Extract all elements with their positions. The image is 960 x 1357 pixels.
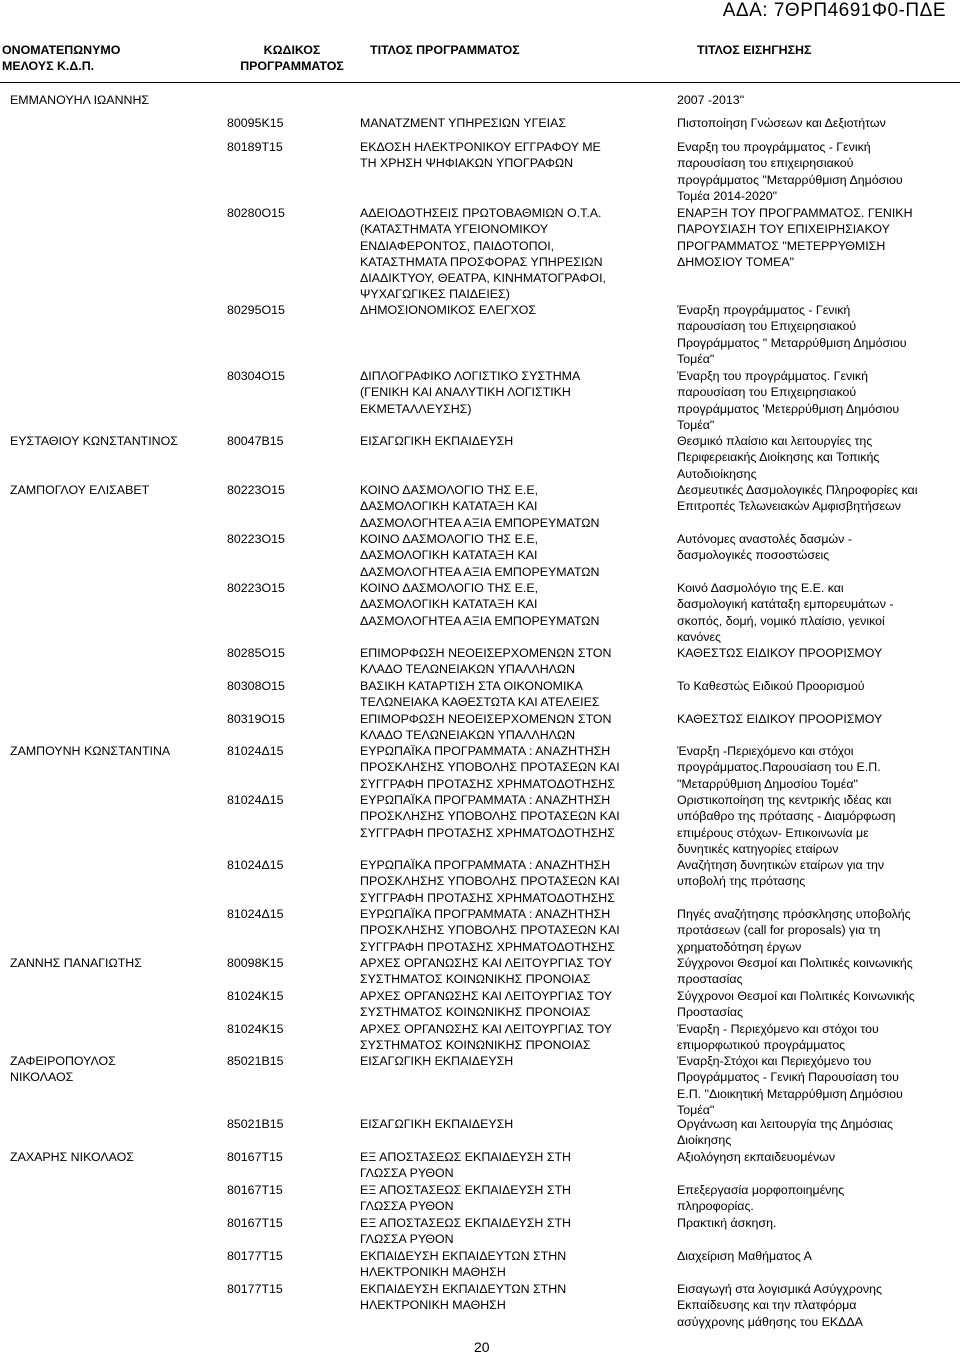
header-rule [0, 82, 960, 83]
program-title-cell: ΕΚΔΟΣΗ ΗΛΕΚΤΡΟΝΙΚΟΥ ΕΓΓΡΑΦΟΥ ΜΕ ΤΗ ΧΡΗΣΗ ΨΗΦΙΑΚΩΝ ΥΠΟΓΡΑΦΩΝ [360, 140, 601, 171]
program-title-cell: ΕΥΡΩΠΑΪΚΑ ΠΡΟΓΡΑΜΜΑΤΑ : ΑΝΑΖΗΤΗΣΗ ΠΡΟΣΚΛΗΣΗΣ ΥΠΟΒΟΛΗΣ ΠΡΟΤΑΣΕΩΝ ΚΑΙ ΣΥΓΓΡΑΦΗ ΠΡΟΤΑΣΗΣ ΧΡΗΜΑΤΟΔΟΤΗΣΗΣ [360, 793, 620, 840]
lecture-title-cell: Κοινό Δασμολόγιο της Ε.Ε. και δασμολογική κατάταξη εμπορευμάτων - σκοπός, δομή, νομικό πλαίσιο, γενικοί κανόνες [677, 581, 894, 644]
program-title-cell: ΜΑΝΑΤΖΜΕΝΤ ΥΠΗΡΕΣΙΩΝ ΥΓΕΙΑΣ [360, 116, 567, 130]
program-code-cell: 85021Β15 [227, 1054, 284, 1068]
program-code-cell: 81024Κ15 [227, 1022, 284, 1036]
lecture-title-cell: Το Καθεστώς Ειδικού Προορισμού [677, 679, 865, 693]
lecture-title-cell: Οριστικοποίηση της κεντρικής ιδέας και υπόβαθρο της πρότασης - Διαμόρφωση επιμέρους στόχων- Επικοινωνία με δυνητικές κατηγορίες εταίρων [677, 793, 896, 856]
program-title-cell: ΕΠΙΜΟΡΦΩΣΗ ΝΕΟΕΙΣΕΡΧΟΜΕΝΩΝ ΣΤΟΝ ΚΛΑΔΟ ΤΕΛΩΝΕΙΑΚΩΝ ΥΠΑΛΛΗΛΩΝ [360, 646, 612, 677]
member-name-cell: ΕΥΣΤΑΘΙΟΥ ΚΩΝΣΤΑΝΤΙΝΟΣ [10, 434, 178, 448]
program-code-cell: 80095Κ15 [227, 116, 284, 130]
program-title-cell: ΕΠΙΜΟΡΦΩΣΗ ΝΕΟΕΙΣΕΡΧΟΜΕΝΩΝ ΣΤΟΝ ΚΛΑΔΟ ΤΕΛΩΝΕΙΑΚΩΝ ΥΠΑΛΛΗΛΩΝ [360, 712, 612, 743]
program-title-cell: ΕΙΣΑΓΩΓΙΚΗ ΕΚΠΑΙΔΕΥΣΗ [360, 1054, 514, 1068]
program-code-cell: 80295Ο15 [227, 303, 285, 317]
member-name-cell: ΖΑΜΠΟΥΝΗ ΚΩΝΣΤΑΝΤΙΝΑ [10, 744, 171, 758]
lecture-title-cell: Σύγχρονοι Θεσμοί και Πολιτικές Κοινωνικής Προστασίας [677, 989, 915, 1020]
program-title-cell: ΕΥΡΩΠΑΪΚΑ ΠΡΟΓΡΑΜΜΑΤΑ : ΑΝΑΖΗΤΗΣΗ ΠΡΟΣΚΛΗΣΗΣ ΥΠΟΒΟΛΗΣ ΠΡΟΤΑΣΕΩΝ ΚΑΙ ΣΥΓΓΡΑΦΗ ΠΡΟΤΑΣΗΣ ΧΡΗΜΑΤΟΔΟΤΗΣΗΣ [360, 744, 620, 791]
header-title: ΤΙΤΛΟΣ ΠΡΟΓΡΑΜΜΑΤΟΣ [370, 43, 520, 57]
program-code-cell: 81024Δ15 [227, 793, 284, 807]
program-title-cell: ΕΙΣΑΓΩΓΙΚΗ ΕΚΠΑΙΔΕΥΣΗ [360, 434, 514, 448]
program-title-cell: ΚΟΙΝΟ ΔΑΣΜΟΛΟΓΙΟ ΤΗΣ Ε.Ε, ΔΑΣΜΟΛΟΓΙΚΗ ΚΑΤΑΤΑΞΗ ΚΑΙ ΔΑΣΜΟΛΟΓΗΤΕΑ ΑΞΙΑ ΕΜΠΟΡΕΥΜΑΤΩΝ [360, 581, 600, 628]
lecture-title-cell: Σύγχρονοι Θεσμοί και Πολιτικές κοινωνικής προστασίας [677, 956, 913, 987]
program-code-cell: 81024Κ15 [227, 989, 284, 1003]
lecture-title-cell: Έναρξη προγράμματος - Γενική παρουσίαση του Επιχειρησιακού Προγράμματος " Μεταρρύθμιση Δημόσιου Τομέα" [677, 303, 907, 366]
lecture-title-cell: 2007 -2013" [677, 93, 745, 107]
program-title-cell: ΕΙΣΑΓΩΓΙΚΗ ΕΚΠΑΙΔΕΥΣΗ [360, 1117, 514, 1131]
program-title-cell: ΒΑΣΙΚΗ ΚΑΤΑΡΤΙΣΗ ΣΤΑ ΟΙΚΟΝΟΜΙΚΑ ΤΕΛΩΝΕΙΑΚΑ ΚΑΘΕΣΤΩΤΑ ΚΑΙ ΑΤΕΛΕΙΕΣ [360, 679, 600, 710]
program-code-cell: 80098Κ15 [227, 956, 284, 970]
lecture-title-cell: Έναρξη -Περιεχόμενο και στόχοι προγράμματος.Παρουσίαση του Ε.Π. "Μεταρρύθμιση Δημοσίου Τομέα" [677, 744, 881, 791]
header-lecture: ΤΙΤΛΟΣ ΕΙΣΗΓΗΣΗΣ [697, 43, 812, 57]
lecture-title-cell: Έναρξη - Περιεχόμενο και στόχοι του επιμορφωτικού προγράμματος [677, 1022, 879, 1053]
program-title-cell: ΑΔΕΙΟΔΟΤΗΣΕΙΣ ΠΡΩΤΟΒΑΘΜΙΩΝ Ο.Τ.Α. (ΚΑΤΑΣΤΗΜΑΤΑ ΥΓΕΙΟΝΟΜΙΚΟΥ ΕΝΔΙΑΦΕΡΟΝΤΟΣ, ΠΑΙΔΟΤΟΠΟΙ, ΚΑΤΑΣΤΗΜΑΤΑ ΠΡΟΣΦΟΡΑΣ ΥΠΗΡΕΣΙΩΝ ΔΙΑΔΙΚΤΥΟΥ, ΘΕΑΤΡΑ, ΚΙΝΗΜΑΤΟΓΡΑΦΟΙ, ΨΥΧΑΓΩΓΙΚΕΣ ΠΑΙΔΕΙΕΣ) [360, 206, 606, 302]
program-title-cell: ΚΟΙΝΟ ΔΑΣΜΟΛΟΓΙΟ ΤΗΣ Ε.Ε, ΔΑΣΜΟΛΟΓΙΚΗ ΚΑΤΑΤΑΞΗ ΚΑΙ ΔΑΣΜΟΛΟΓΗΤΕΑ ΑΞΙΑ ΕΜΠΟΡΕΥΜΑΤΩΝ [360, 532, 600, 579]
program-code-cell: 80223Ο15 [227, 581, 285, 595]
program-code-cell: 80280Ο15 [227, 206, 285, 220]
lecture-title-cell: ΚΑΘΕΣΤΩΣ ΕΙΔΙΚΟΥ ΠΡΟΟΡΙΣΜΟΥ [677, 712, 883, 726]
program-code-cell: 81024Δ15 [227, 744, 284, 758]
program-code-cell: 80167Τ15 [227, 1216, 283, 1230]
lecture-title-cell: Εναρξη του προγράμματος - Γενική παρουσίαση του επιχειρησιακού προγράμματος "Μεταρρύθμιση Δημόσιου Τομέα 2014-2020" [677, 140, 903, 203]
program-code-cell: 80308Ο15 [227, 679, 285, 693]
lecture-title-cell: Έναρξη-Στόχοι και Περιεχόμενο του Προγράμματος - Γενική Παρουσίαση του Ε.Π. "Διοικητική Μεταρρύθμιση Δημόσιου Τομέα" [677, 1054, 903, 1117]
lecture-title-cell: Εισαγωγή στα λογισμικά Ασύγχρονης Εκπαίδευσης και την πλατφόρμα ασύγχρονης μάθησης του ΕΚΔΔΑ [677, 1282, 882, 1329]
member-name-cell: ΖΑΦΕΙΡΟΠΟΥΛΟΣ ΝΙΚΟΛΑΟΣ [10, 1054, 116, 1085]
program-title-cell: ΕΥΡΩΠΑΪΚΑ ΠΡΟΓΡΑΜΜΑΤΑ : ΑΝΑΖΗΤΗΣΗ ΠΡΟΣΚΛΗΣΗΣ ΥΠΟΒΟΛΗΣ ΠΡΟΤΑΣΕΩΝ ΚΑΙ ΣΥΓΓΡΑΦΗ ΠΡΟΤΑΣΗΣ ΧΡΗΜΑΤΟΔΟΤΗΣΗΣ [360, 858, 620, 905]
program-code-cell: 80167Τ15 [227, 1150, 283, 1164]
program-code-cell: 80223Ο15 [227, 483, 285, 497]
lecture-title-cell: Πιστοποίηση Γνώσεων και Δεξιοτήτων [677, 116, 886, 130]
lecture-title-cell: ΚΑΘΕΣΤΩΣ ΕΙΔΙΚΟΥ ΠΡΟΟΡΙΣΜΟΥ [677, 646, 883, 660]
program-code-cell: 80319Ο15 [227, 712, 285, 726]
program-title-cell: ΕΞ ΑΠΟΣΤΑΣΕΩΣ ΕΚΠΑΙΔΕΥΣΗ ΣΤΗ ΓΛΩΣΣΑ ΡΥΘΟΝ [360, 1150, 572, 1181]
lecture-title-cell: Αξιολόγηση εκπαιδευομένων [677, 1150, 836, 1164]
member-name-cell: ΖΑΜΠΟΓΛΟΥ ΕΛΙΣΑΒΕΤ [10, 483, 150, 497]
program-title-cell: ΑΡΧΕΣ ΟΡΓΑΝΩΣΗΣ ΚΑΙ ΛΕΙΤΟΥΡΓΙΑΣ ΤΟΥ ΣΥΣΤΗΜΑΤΟΣ ΚΟΙΝΩΝΙΚΗΣ ΠΡΟΝΟΙΑΣ [360, 956, 613, 987]
program-title-cell: ΚΟΙΝΟ ΔΑΣΜΟΛΟΓΙΟ ΤΗΣ Ε.Ε, ΔΑΣΜΟΛΟΓΙΚΗ ΚΑΤΑΤΑΞΗ ΚΑΙ ΔΑΣΜΟΛΟΓΗΤΕΑ ΑΞΙΑ ΕΜΠΟΡΕΥΜΑΤΩΝ [360, 483, 600, 530]
lecture-title-cell: Επεξεργασία μορφοποιημένης πληροφορίας. [677, 1183, 845, 1214]
program-title-cell: ΕΞ ΑΠΟΣΤΑΣΕΩΣ ΕΚΠΑΙΔΕΥΣΗ ΣΤΗ ΓΛΩΣΣΑ ΡΥΘΟΝ [360, 1216, 572, 1247]
lecture-title-cell: ΕΝΑΡΞΗ ΤΟΥ ΠΡΟΓΡΑΜΜΑΤΟΣ. ΓΕΝΙΚΗ ΠΑΡΟΥΣΙΑΣΗ ΤΟΥ ΕΠΙΧΕΙΡΗΣΙΑΚΟΥ ΠΡΟΓΡΑΜΜΑΤΟΣ "ΜΕΤΕΡΡΥΘΜΙΣΗ ΔΗΜΟΣΙΟΥ ΤΟΜΕΑ" [677, 206, 913, 269]
lecture-title-cell: Οργάνωση και λειτουργία της Δημόσιας Διοίκησης [677, 1117, 894, 1148]
member-name-cell: ΕΜΜΑΝΟΥΗΛ ΙΩΑΝΝΗΣ [10, 93, 150, 107]
table-header [0, 42, 960, 82]
member-name-cell: ΖΑΝΝΗΣ ΠΑΝΑΓΙΩΤΗΣ [10, 956, 142, 970]
header-code: ΚΩΔΙΚΟΣ ΠΡΟΓΡΑΜΜΑΤΟΣ [240, 43, 344, 74]
program-code-cell: 80047Β15 [227, 434, 284, 448]
program-title-cell: ΕΥΡΩΠΑΪΚΑ ΠΡΟΓΡΑΜΜΑΤΑ : ΑΝΑΖΗΤΗΣΗ ΠΡΟΣΚΛΗΣΗΣ ΥΠΟΒΟΛΗΣ ΠΡΟΤΑΣΕΩΝ ΚΑΙ ΣΥΓΓΡΑΦΗ ΠΡΟΤΑΣΗΣ ΧΡΗΜΑΤΟΔΟΤΗΣΗΣ [360, 907, 620, 954]
program-code-cell: 80177Τ15 [227, 1282, 283, 1296]
lecture-title-cell: Πρακτική άσκηση. [677, 1216, 777, 1230]
program-title-cell: ΑΡΧΕΣ ΟΡΓΑΝΩΣΗΣ ΚΑΙ ΛΕΙΤΟΥΡΓΙΑΣ ΤΟΥ ΣΥΣΤΗΜΑΤΟΣ ΚΟΙΝΩΝΙΚΗΣ ΠΡΟΝΟΙΑΣ [360, 1022, 613, 1053]
header-name: ΟΝΟΜΑΤΕΠΩΝΥΜΟ ΜΕΛΟΥΣ Κ.Δ.Π. [2, 43, 121, 74]
program-code-cell: 81024Δ15 [227, 907, 284, 921]
program-code-cell: 80177Τ15 [227, 1249, 283, 1263]
program-title-cell: ΔΙΠΛΟΓΡΑΦΙΚΟ ΛΟΓΙΣΤΙΚΟ ΣΥΣΤΗΜΑ (ΓΕΝΙΚΗ ΚΑΙ ΑΝΑΛΥΤΙΚΗ ΛΟΓΙΣΤΙΚΗ ΕΚΜΕΤΑΛΛΕΥΣΗΣ) [360, 369, 581, 416]
program-code-cell: 81024Δ15 [227, 858, 284, 872]
program-title-cell: ΕΚΠΑΙΔΕΥΣΗ ΕΚΠΑΙΔΕΥΤΩΝ ΣΤΗΝ ΗΛΕΚΤΡΟΝΙΚΗ ΜΑΘΗΣΗ [360, 1249, 567, 1280]
program-code-cell: 85021Β15 [227, 1117, 284, 1131]
lecture-title-cell: Διαχείριση Μαθήματος Α [677, 1249, 812, 1263]
ada-stamp: ΑΔΑ: 7ΘΡΠ4691Φ0-ΠΔΕ [722, 0, 946, 21]
lecture-title-cell: Αναζήτηση δυνητικών εταίρων για την υποβολή της πρότασης [677, 858, 885, 889]
program-code-cell: 80189Τ15 [227, 140, 283, 154]
program-title-cell: ΕΚΠΑΙΔΕΥΣΗ ΕΚΠΑΙΔΕΥΤΩΝ ΣΤΗΝ ΗΛΕΚΤΡΟΝΙΚΗ ΜΑΘΗΣΗ [360, 1282, 567, 1313]
lecture-title-cell: Αυτόνομες αναστολές δασμών - δασμολογικές ποσοστώσεις [677, 532, 852, 563]
program-title-cell: ΑΡΧΕΣ ΟΡΓΑΝΩΣΗΣ ΚΑΙ ΛΕΙΤΟΥΡΓΙΑΣ ΤΟΥ ΣΥΣΤΗΜΑΤΟΣ ΚΟΙΝΩΝΙΚΗΣ ΠΡΟΝΟΙΑΣ [360, 989, 613, 1020]
program-code-cell: 80304Ο15 [227, 369, 285, 383]
member-name-cell: ΖΑΧΑΡΗΣ ΝΙΚΟΛΑΟΣ [10, 1150, 134, 1164]
page-number: 20 [474, 1339, 490, 1355]
lecture-title-cell: Έναρξη του προγράμματος. Γενική παρουσίαση του Επιχειρησιακού προγράμματος 'Μετερρύθμιση Δημόσιου Τομέα" [677, 369, 900, 432]
lecture-title-cell: Θεσμικό πλαίσιο και λειτουργίες της Περιφερειακής Διοίκησης και Τοπικής Αυτοδιοίκησης [677, 434, 880, 481]
program-title-cell: ΕΞ ΑΠΟΣΤΑΣΕΩΣ ΕΚΠΑΙΔΕΥΣΗ ΣΤΗ ΓΛΩΣΣΑ ΡΥΘΟΝ [360, 1183, 572, 1214]
program-title-cell: ΔΗΜΟΣΙΟΝΟΜΙΚΟΣ ΕΛΕΓΧΟΣ [360, 303, 537, 317]
program-code-cell: 80223Ο15 [227, 532, 285, 546]
lecture-title-cell: Πηγές αναζήτησης πρόσκλησης υποβολής προτάσεων (call for proposals) για τη χρηματοδότηση έργων [677, 907, 911, 954]
lecture-title-cell: Δεσμευτικές Δασμολογικές Πληροφορίες και Επιτροπές Τελωνειακών Αμφισβητήσεων [677, 483, 918, 514]
program-code-cell: 80167Τ15 [227, 1183, 283, 1197]
program-code-cell: 80285Ο15 [227, 646, 285, 660]
